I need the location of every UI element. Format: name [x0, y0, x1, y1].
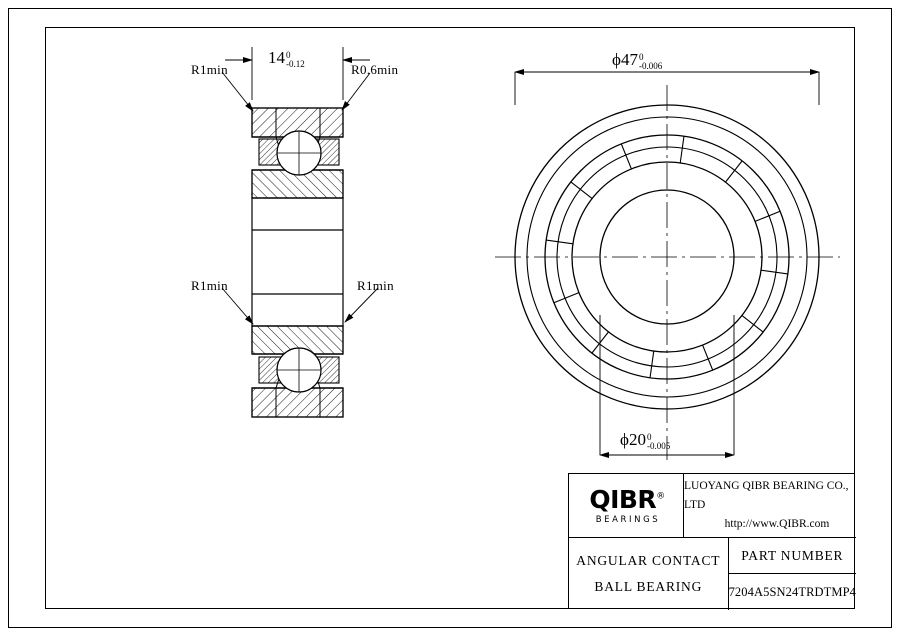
dimension-outer-diameter — [612, 50, 662, 71]
company-website: http://www.QIBR.com — [724, 517, 830, 530]
label-r06min-top-right: R0.6min — [351, 62, 399, 77]
dimension-width-nominal: 14 — [268, 48, 285, 67]
title-block-detail-row — [569, 538, 856, 610]
company-logo — [569, 474, 684, 537]
dimension-bore-upper: 0 — [646, 431, 652, 442]
registered-trademark-icon: ® — [656, 491, 665, 502]
product-type-line1: ANGULAR CONTACT — [576, 553, 721, 569]
title-block — [568, 473, 855, 609]
dimension-od-nominal: ϕ47 — [612, 50, 638, 69]
company-info — [684, 474, 856, 537]
dimension-width-lower: -0.12 — [286, 59, 305, 70]
dimension-bore-lower: -0.005 — [646, 441, 671, 452]
label-r1min-top-left: R1min — [191, 62, 228, 77]
dimension-bore-nominal: ϕ20 — [620, 430, 646, 449]
logo-subtitle: BEARINGS — [595, 514, 661, 525]
product-type-line2: BALL BEARING — [594, 579, 703, 594]
front-view-graphics — [495, 72, 840, 460]
dimension-width-upper: 0 — [286, 49, 291, 60]
product-description — [569, 538, 729, 610]
logo-text: QIBR — [589, 484, 657, 514]
logo-wordmark — [589, 484, 665, 514]
dimension-width — [268, 48, 305, 69]
dimension-bore-diameter — [620, 430, 670, 451]
label-r1min-bottom-left: R1min — [191, 278, 228, 293]
label-r1min-bottom-right: R1min — [357, 278, 394, 293]
part-number-cell — [729, 538, 856, 610]
dimension-od-lower: -0.006 — [638, 61, 663, 72]
dimension-od-upper: 0 — [638, 51, 644, 62]
company-name: LUOYANG QIBR BEARING CO., LTD — [684, 480, 849, 512]
part-number-label: PART NUMBER — [729, 538, 856, 574]
part-number-value: 7204A5SN24TRDTMP4 — [728, 584, 856, 599]
title-block-header-row — [569, 474, 856, 538]
